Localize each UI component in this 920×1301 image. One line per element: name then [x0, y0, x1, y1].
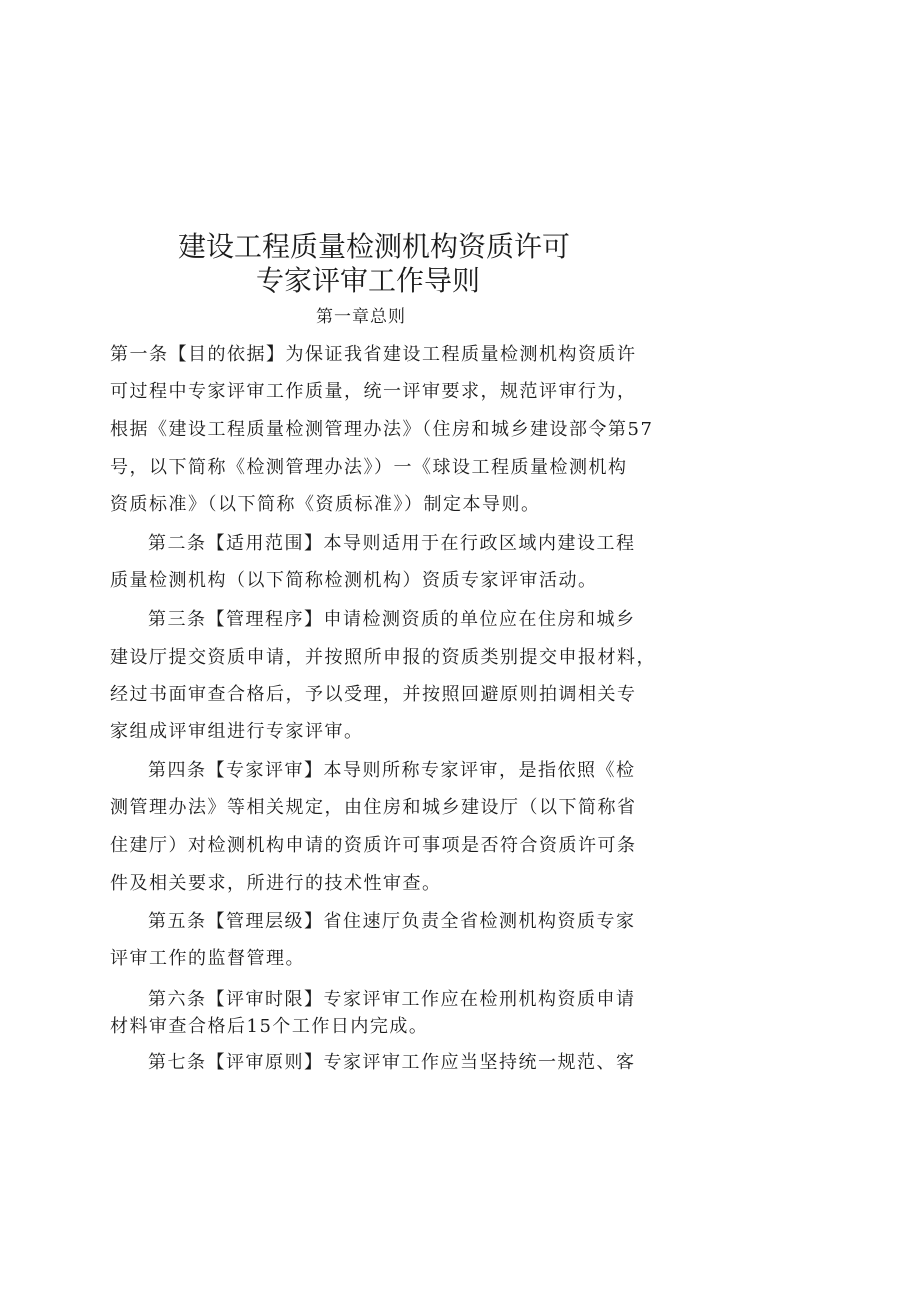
- chapter-heading: 第一章总则: [316, 307, 406, 327]
- article-4-line: 住建厅）对检测机构申请的资质许可事项是否符合资质许可条: [110, 835, 637, 856]
- article-1-line: 号，以下简称《检测管理办法》）一《球设工程质量检测机构: [110, 457, 628, 478]
- document-title-line-2: 专家评审工作导则: [256, 264, 481, 297]
- article-1-line: 资质标准》（以下简称《资质标准》）制定本导则。: [110, 494, 541, 515]
- article-3-line: 经过书面审查合格后，予以受理，并按照回避原则拍调相关专: [110, 684, 637, 705]
- article-6-line: 第六条【评审时限】专家评审工作应在检刑机构资质申请: [148, 989, 636, 1010]
- article-4-line: 件及相关要求，所进行的技术性审查。: [110, 873, 442, 894]
- article-3-line: 第三条【管理程序】申请检测资质的单位应在住房和城乡: [148, 609, 636, 630]
- article-2-line: 第二条【适用范围】本导则适用于在行政区域内建设工程: [148, 533, 636, 554]
- article-3-line: 建设厅提交资质申请，并按照所申报的资质类别提交申报材料，: [110, 647, 656, 668]
- article-4-line: 测管理办法》等相关规定，由住房和城乡建设厅（以下简称省: [110, 797, 637, 818]
- article-1-line: 第一条【目的依据】为保证我省建设工程质量检测机构资质许: [110, 344, 637, 365]
- article-5-line: 评审工作的监督管理。: [110, 948, 305, 969]
- article-6-line: 材料审查合格后15个工作日内完成。: [110, 1016, 429, 1037]
- article-4-line: 第四条【专家评审】本导则所称专家评审，是指依照《检: [148, 760, 636, 781]
- article-5-line: 第五条【管理层级】省住速厅负责全省检测机构资质专家: [148, 911, 636, 932]
- article-1-line: 可过程中专家评审工作质量，统一评审要求，规范评审行为，: [110, 381, 637, 402]
- article-1-line: 根据《建设工程质量检测管理办法》（住房和城乡建设部令第57: [110, 419, 654, 440]
- document-title-line-1: 建设工程质量检测机构资质许可: [178, 230, 571, 263]
- article-7-line: 第七条【评审原则】专家评审工作应当坚持统一规范、客: [148, 1052, 636, 1073]
- article-2-line: 质量检测机构（以下简称检测机构）资质专家评审活动。: [110, 570, 598, 591]
- article-3-line: 家组成评审组进行专家评审。: [110, 721, 364, 742]
